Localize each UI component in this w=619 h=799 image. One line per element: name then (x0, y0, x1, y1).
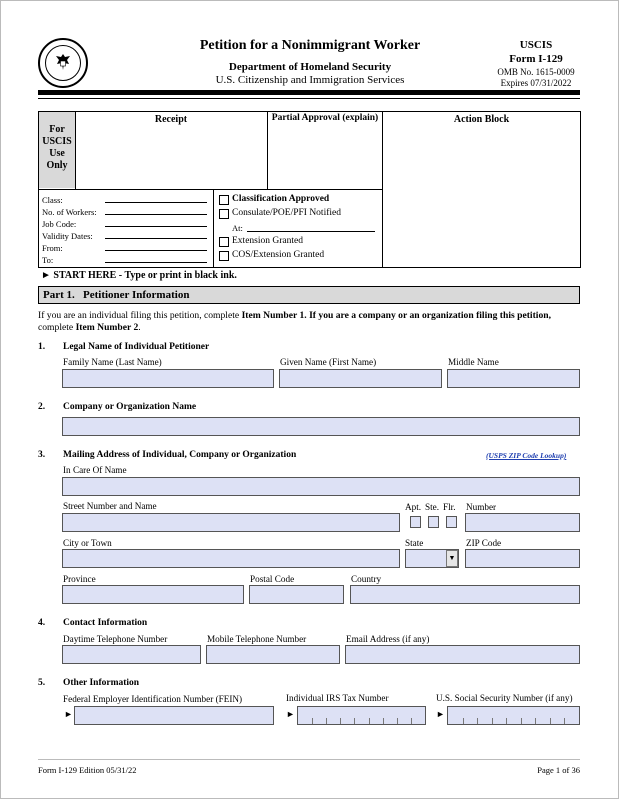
digit-divider (492, 718, 493, 724)
item2-title: Company or Organization Name (63, 402, 197, 412)
class-line[interactable] (105, 202, 207, 203)
digit-divider (564, 718, 565, 724)
divider (213, 189, 214, 268)
workers-label: No. of Workers: (42, 207, 97, 217)
country-input[interactable] (350, 585, 580, 604)
middle-name-label: Middle Name (448, 357, 499, 367)
irs-tax-input[interactable] (297, 706, 426, 725)
in-care-of-input[interactable] (62, 477, 580, 496)
digit-divider (354, 718, 355, 724)
in-care-of-label: In Care Of Name (63, 465, 127, 475)
job-code-label: Job Code: (42, 219, 77, 229)
cos-extension-label: COS/Extension Granted (232, 250, 325, 260)
classification-approved-label: Classification Approved (232, 194, 330, 204)
usps-zip-lookup-link[interactable]: (USPS ZIP Code Lookup) (486, 451, 567, 460)
from-label: From: (42, 243, 63, 253)
expiration-date: Expires 07/31/2022 (500, 78, 572, 88)
zip-input[interactable] (465, 549, 580, 568)
job-code-line[interactable] (105, 226, 207, 227)
state-label: State (405, 538, 424, 548)
ste-checkbox[interactable] (428, 516, 439, 528)
ssn-input[interactable] (447, 706, 580, 725)
consulate-notified-label: Consulate/POE/PFI Notified (232, 208, 341, 218)
class-label: Class: (42, 195, 63, 205)
workers-line[interactable] (105, 214, 207, 215)
province-label: Province (63, 574, 96, 584)
digit-divider (535, 718, 536, 724)
irs-tax-label: Individual IRS Tax Number (286, 693, 389, 703)
flr-label: Flr. (443, 502, 456, 512)
ste-label: Ste. (425, 502, 440, 512)
to-line[interactable] (105, 262, 207, 263)
at-label: At: (232, 223, 243, 233)
part1-instructions: If you are an individual filing this petition, complete Item Number 1. If you are a company or an organization filing this petition, complete Item Number 2. (38, 310, 551, 333)
family-name-label: Family Name (Last Name) (63, 357, 162, 367)
divider (38, 189, 383, 190)
email-label: Email Address (if any) (346, 634, 430, 644)
digit-divider (477, 718, 478, 724)
agency-name: U.S. Citizenship and Immigration Services (215, 74, 405, 86)
street-label: Street Number and Name (63, 501, 157, 511)
daytime-phone-input[interactable] (62, 645, 201, 664)
item3-number: 3. (38, 450, 46, 460)
from-line[interactable] (105, 250, 207, 251)
country-label: Country (351, 574, 382, 584)
consulate-notified-checkbox[interactable] (219, 209, 229, 219)
receipt-label: Receipt (154, 114, 188, 125)
item1-number: 1. (38, 342, 46, 352)
apt-label: Apt. (405, 502, 422, 512)
city-input[interactable] (62, 549, 400, 568)
mobile-phone-input[interactable] (206, 645, 340, 664)
agency-short: USCIS (519, 39, 553, 51)
item4-title: Contact Information (63, 618, 148, 628)
header-rule-thin (38, 98, 580, 99)
digit-divider (397, 718, 398, 724)
ssn-label: U.S. Social Security Number (if any) (436, 693, 573, 703)
validity-label: Validity Dates: (42, 231, 93, 241)
flr-checkbox[interactable] (446, 516, 457, 528)
email-input[interactable] (345, 645, 580, 664)
digit-divider (521, 718, 522, 724)
department-name: Department of Homeland Security (228, 61, 392, 73)
extension-granted-label: Extension Granted (232, 236, 303, 246)
apt-checkbox[interactable] (410, 516, 421, 528)
item4-number: 4. (38, 618, 46, 628)
header-rule (38, 90, 580, 95)
city-label: City or Town (63, 538, 112, 548)
omb-number: OMB No. 1615-0009 (497, 67, 575, 77)
classification-approved-checkbox[interactable] (219, 195, 229, 205)
validity-line[interactable] (105, 238, 207, 239)
partial-approval-label: Partial Approval (explain) (271, 113, 379, 123)
item2-number: 2. (38, 402, 46, 412)
street-input[interactable] (62, 513, 400, 532)
digit-divider (463, 718, 464, 724)
action-block-label: Action Block (453, 114, 510, 125)
postal-code-label: Postal Code (250, 574, 295, 584)
form-number: Form I-129 (509, 53, 563, 65)
mobile-phone-label: Mobile Telephone Number (207, 634, 307, 644)
fein-label: Federal Employer Identification Number (FEIN) (63, 694, 243, 704)
digit-divider (383, 718, 384, 724)
extension-granted-checkbox[interactable] (219, 237, 229, 247)
postal-code-input[interactable] (249, 585, 344, 604)
to-label: To: (42, 255, 54, 265)
company-name-input[interactable] (62, 417, 580, 436)
digit-divider (369, 718, 370, 724)
item5-title: Other Information (63, 678, 140, 688)
item5-number: 5. (38, 678, 46, 688)
footer-page-number: Page 1 of 36 (537, 765, 580, 775)
digit-divider (326, 718, 327, 724)
at-line[interactable] (247, 231, 375, 232)
ssn-arrow-icon: ► (436, 709, 445, 719)
dhs-seal-logo (38, 38, 88, 88)
chevron-down-icon[interactable]: ▼ (446, 550, 458, 567)
family-name-input[interactable] (62, 369, 274, 388)
uscis-use-only-label: For USCIS Use Only (39, 112, 75, 188)
zip-label: ZIP Code (466, 538, 502, 548)
middle-name-input[interactable] (447, 369, 580, 388)
footer-rule (38, 759, 580, 760)
given-name-label: Given Name (First Name) (280, 357, 377, 367)
item1-title: Legal Name of Individual Petitioner (63, 342, 210, 352)
digit-divider (340, 718, 341, 724)
form-title: Petition for a Nonimmigrant Worker (199, 38, 421, 53)
digit-divider (550, 718, 551, 724)
unit-number-input[interactable] (465, 513, 580, 532)
province-input[interactable] (62, 585, 244, 604)
fein-input[interactable] (74, 706, 274, 725)
daytime-phone-label: Daytime Telephone Number (63, 634, 168, 644)
unit-number-label: Number (466, 502, 497, 512)
digit-divider (411, 718, 412, 724)
fein-arrow-icon: ► (64, 709, 73, 719)
footer-edition: Form I-129 Edition 05/31/22 (38, 765, 137, 775)
item3-title: Mailing Address of Individual, Company or Organization (63, 450, 297, 460)
irs-arrow-icon: ► (286, 709, 295, 719)
digit-divider (506, 718, 507, 724)
start-here-instruction: ► START HERE - Type or print in black ink. (41, 270, 237, 281)
digit-divider (312, 718, 313, 724)
given-name-input[interactable] (279, 369, 442, 388)
part1-heading: Part 1. Petitioner Information (38, 286, 580, 304)
cos-extension-checkbox[interactable] (219, 251, 229, 261)
eagle-icon (54, 52, 72, 72)
